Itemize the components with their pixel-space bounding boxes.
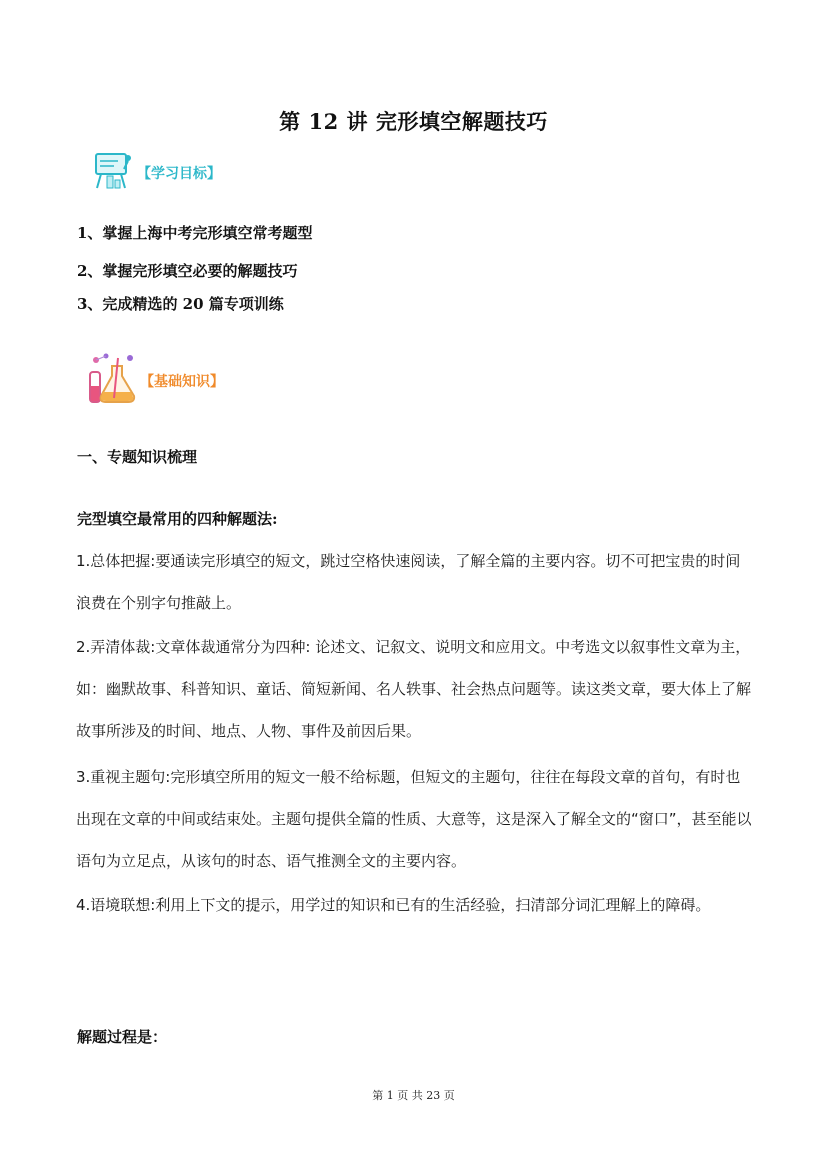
method-paragraph-1: 1.总体把握:要通读完形填空的短文，跳过空格快速阅读，了解全篇的主要内容。切不可把宝贵的时间浪费在个别字句推敲上。	[76, 552, 741, 612]
page-footer: 第 1 页 共 23 页	[372, 1089, 455, 1102]
easel-icon	[93, 150, 135, 196]
goal-item: 2、掌握完形填空必要的解题技巧	[77, 262, 298, 280]
methods-title: 完型填空最常用的四种解题法:	[77, 510, 278, 528]
method-paragraph-3: 3.重视主题句:完形填空所用的短文一般不给标题，但短文的主题句，往往在每段文章的首句，有时也出现在文章的中间或结束处。主题句提供全篇的性质、大意等，这是深入了解全文的“窗口”，甚至能以语句为立足点，从该句的时态、语气推测全文的主要内容。	[76, 768, 752, 870]
lab-flask-icon	[88, 352, 138, 410]
basic-knowledge-label: 【基础知识】	[140, 374, 224, 390]
learning-goals-badge	[93, 150, 221, 196]
method-paragraph-2: 2.弄清体裁:文章体裁通常分为四种: 论述文、记叙文、说明文和应用文。中考选文以叙事性文章为主，如：幽默故事、科普知识、童话、简短新闻、名人轶事、社会热点问题等。读这类文章，要大体上了解故事所涉及的时间、地点、人物、事件及前因后果。	[76, 638, 752, 740]
learning-goals-label: 【学习目标】	[137, 166, 221, 182]
basic-knowledge-badge	[88, 352, 224, 410]
process-title: 解题过程是：	[77, 1028, 168, 1046]
goal-item: 1、掌握上海中考完形填空常考题型	[77, 224, 313, 242]
document-title: 第 12 讲 完形填空解题技巧	[279, 109, 548, 134]
section-heading: 一、专题知识梳理	[77, 448, 198, 466]
goal-item: 3、完成精选的 20 篇专项训练	[77, 295, 284, 313]
method-paragraph-4: 4.语境联想:利用上下文的提示，用学过的知识和已有的生活经验，扫清部分词汇理解上的障碍。	[76, 896, 711, 914]
